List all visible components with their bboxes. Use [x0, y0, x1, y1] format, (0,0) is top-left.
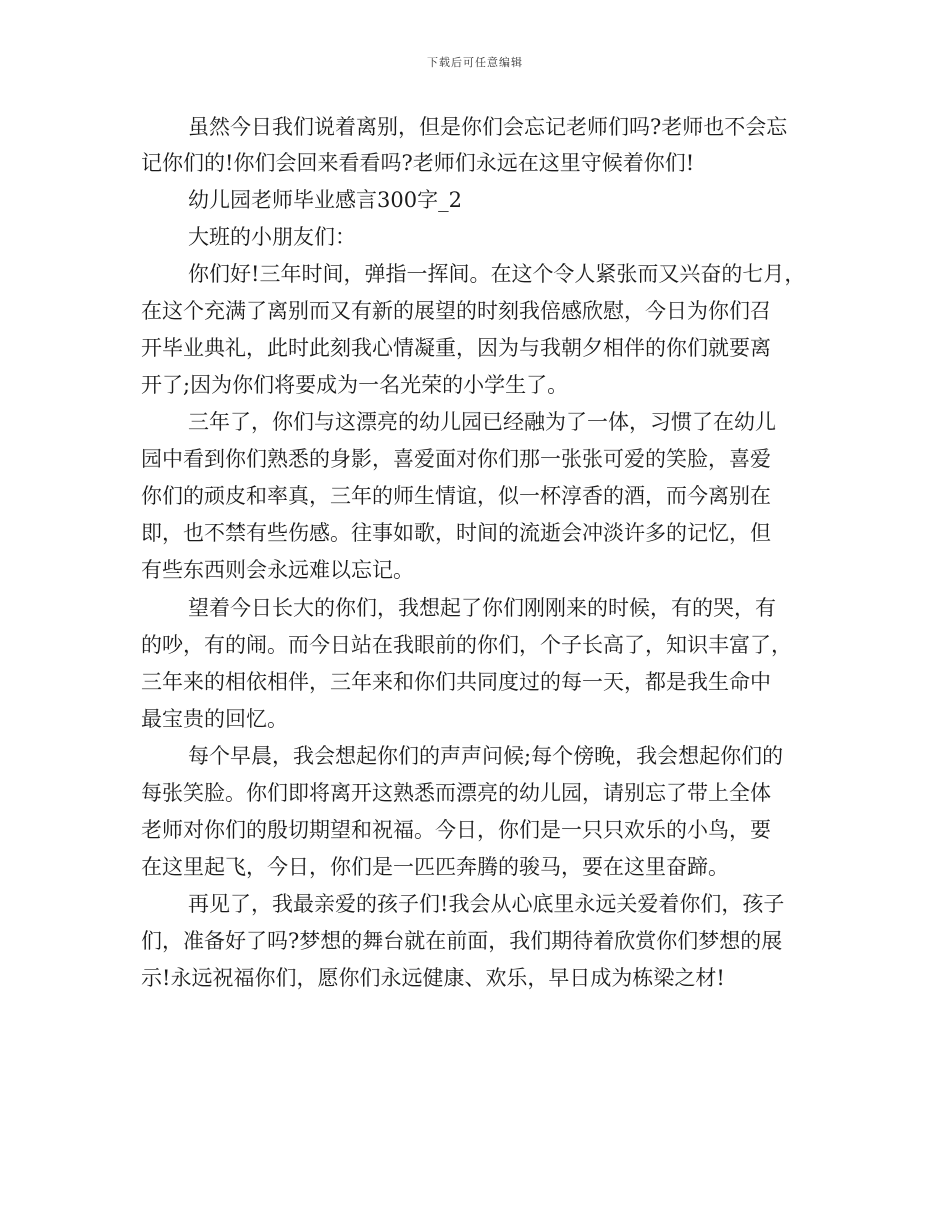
text-line: 在这个充满了离别而又有新的展望的时刻我倍感欣慰，今日为你们召 [141, 299, 771, 323]
text-line: 开毕业典礼，此时此刻我心情凝重，因为与我朝夕相伴的你们就要离 [141, 336, 771, 360]
text-line: 记你们的!你们会回来看看吗?老师们永远在这里守候着你们! [141, 151, 695, 175]
text-line: 的吵，有的闹。而今日站在我眼前的你们，个子长高了，知识丰富了， [141, 633, 792, 657]
text-line: 三年了，你们与这漂亮的幼儿园已经融为了一体，习惯了在幼儿 [188, 410, 776, 434]
text-line: 老师对你们的殷切期望和祝福。今日，你们是一只只欢乐的小鸟，要 [141, 818, 771, 842]
text-line: 望着今日长大的你们，我想起了你们刚刚来的时候，有的哭，有 [188, 596, 776, 620]
section-title: 幼儿园老师毕业感言300字_2 [188, 188, 462, 212]
text-line: 最宝贵的回忆。 [141, 707, 288, 731]
text-line: 们，准备好了吗?梦想的舞台就在前面，我们期待着欣赏你们梦想的展 [141, 929, 783, 953]
text-line: 有些东西则会永远难以忘记。 [141, 558, 414, 582]
text-line: 在这里起飞，今日，你们是一匹匹奔腾的骏马，要在这里奋蹄。 [141, 855, 729, 879]
text-line: 园中看到你们熟悉的身影，喜爱面对你们那一张张可爱的笑脸，喜爱 [141, 447, 771, 471]
page-header: 下载后可任意编辑 [427, 56, 523, 69]
text-line: 开了;因为你们将要成为一名光荣的小学生了。 [141, 373, 569, 397]
salutation: 大班的小朋友们： [188, 225, 356, 249]
text-line: 再见了，我最亲爱的孩子们!我会从心底里永远关爱着你们，孩子 [188, 892, 785, 916]
text-line: 即，也不禁有些伤感。往事如歌，时间的流逝会冲淡许多的记忆，但 [141, 521, 771, 545]
text-line: 示!永远祝福你们，愿你们永远健康、欢乐，早日成为栋梁之材! [141, 966, 725, 990]
text-line: 每张笑脸。你们即将离开这熟悉而漂亮的幼儿园，请别忘了带上全体 [141, 781, 771, 805]
text-line: 三年来的相依相伴，三年来和你们共同度过的每一天，都是我生命中 [141, 670, 771, 694]
text-line: 每个早晨，我会想起你们的声声问候;每个傍晚，我会想起你们的 [188, 744, 784, 768]
text-line: 虽然今日我们说着离别，但是你们会忘记老师们吗?老师也不会忘 [188, 115, 788, 139]
text-line: 你们的顽皮和率真，三年的师生情谊，似一杯淳香的酒，而今离别在 [141, 484, 771, 508]
text-line: 你们好!三年时间，弹指一挥间。在这个令人紧张而又兴奋的七月， [188, 262, 806, 286]
